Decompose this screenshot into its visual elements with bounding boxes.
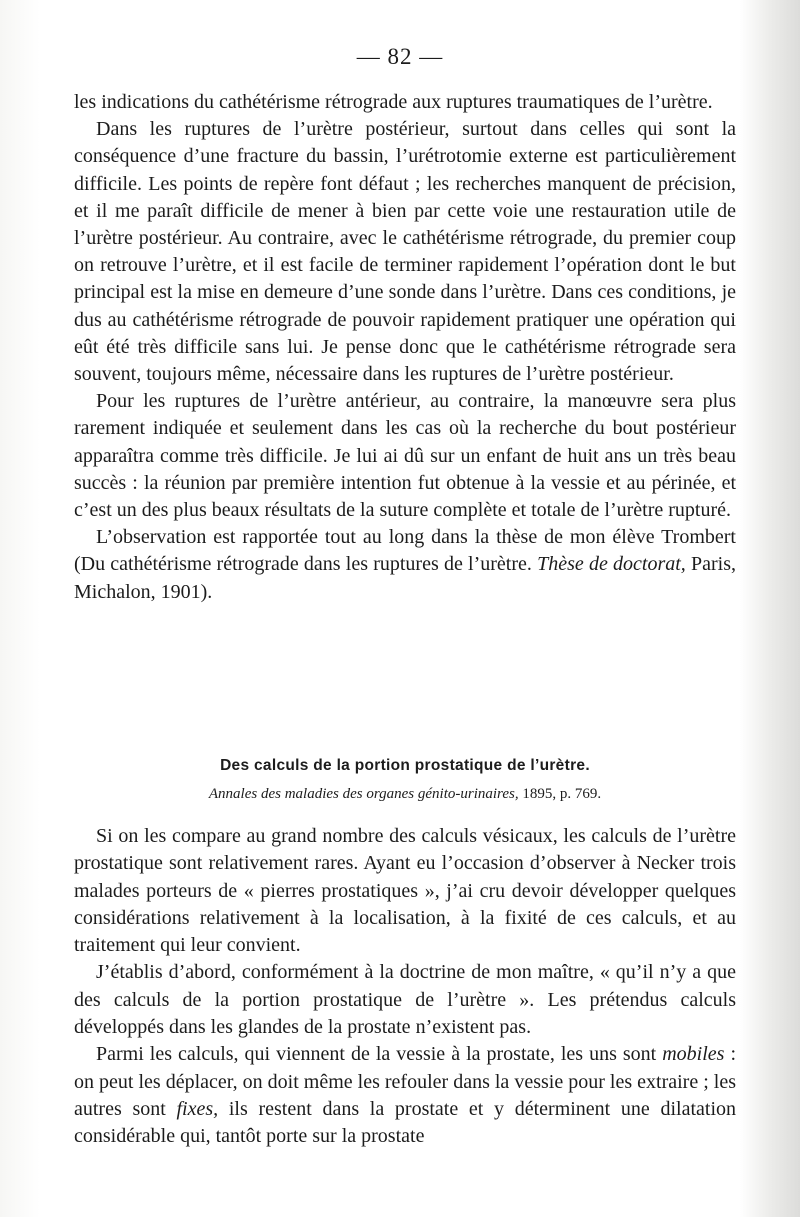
paragraph-mobile-fixed	[74, 1041, 736, 1150]
journal-name: Annales des maladies des organes génito-urinaires,	[208, 786, 519, 802]
text-block-lower	[74, 823, 736, 1151]
text-segment: ils restent dans la prostate et y déterminent une dilatation considérable qui, tantôt porte sur la prostate	[74, 1097, 737, 1148]
paragraph-continuation: les indications du cathétérisme rétrograde aux ruptures traumatiques de l’urètre.	[74, 91, 713, 113]
text-block-upper	[74, 89, 736, 606]
paragraph-calculi-intro: Si on les compare au grand nombre des calculs vésicaux, les calculs de l’urètre prostatique sont relativement rares. Ayant eu l’occasion d’observer à Necker trois malades porteurs de « pierres prostatiques », j’ai cru devoir développer quelques considérations relativement à la localisation, à la fixité de ces calculs, et au traitement qui leur convient.	[74, 825, 736, 957]
paragraph-posterior-ruptures: Dans les ruptures de l’urètre postérieur, surtout dans celles qui sont la conséquence d’une fracture du bassin, l’urétrotomie externe est particulièrement difficile. Les points de repère font défaut ; les recherches manquent de précision, et il me paraît difficile de mener à bien par cette voie une restauration utile de l’urètre postérieur. Au contraire, avec le cathétérisme rétrograde, du premier coup on retrouve l’urètre, et il est facile de terminer rapidement l’opération dont le but principal est la mise en demeure d’une sonde dans l’urètre. Dans ces conditions, je dus au cathétérisme rétrograde de pouvoir rapidement pratiquer une opération qui eût été très difficile sans lui. Je pense donc que le cathétérisme rétrograde sera souvent, toujours même, nécessaire dans les ruptures de l’urètre postérieur.	[74, 118, 736, 386]
paragraph-observation	[74, 524, 736, 606]
paragraph-doctrine: J’établis d’abord, conformément à la doctrine de mon maître, « qu’il n’y a que des calculs de la portion prostatique de l’urètre ». Les prétendus calculs développés dans les glandes de la prostate n’existent pas.	[74, 961, 736, 1039]
paragraph-anterior-ruptures: Pour les ruptures de l’urètre antérieur, au contraire, la manœuvre sera plus rarement indiquée et seulement dans les cas où la recherche du bout postérieur apparaîtra comme très difficile. Je lui ai dû sur un enfant de huit ans un très beau succès : la réunion par première intention fut obtenue à la vessie et au périnée, et c’est un des plus beaux résultats de la suture complète et totale de l’urètre rupturé.	[74, 390, 736, 522]
journal-year-page: 1895, p. 769.	[522, 786, 602, 802]
page-number: — 82 —	[356, 44, 444, 69]
term-fixes: fixes,	[176, 1097, 219, 1120]
observation-publisher: Paris, Michalon, 1901).	[74, 553, 737, 603]
section-reference	[74, 786, 736, 803]
thesis-title: Thèse de doctorat,	[537, 553, 686, 576]
term-mobiles: mobiles	[662, 1043, 725, 1066]
observation-text: L’observation est rapportée tout au long dans la thèse de mon élève Trombert (Du cathétérisme rétrograde dans les ruptures de l’urètre.	[74, 526, 736, 576]
section-title: Des calculs de la portion prostatique de l’urètre.	[220, 757, 590, 774]
text-segment: : on peut les déplacer, on doit même les refouler dans la vessie pour les extraire ; les autres sont	[74, 1043, 737, 1120]
text-segment: Parmi les calculs, qui viennent de la vessie à la prostate, les uns sont	[96, 1043, 657, 1066]
